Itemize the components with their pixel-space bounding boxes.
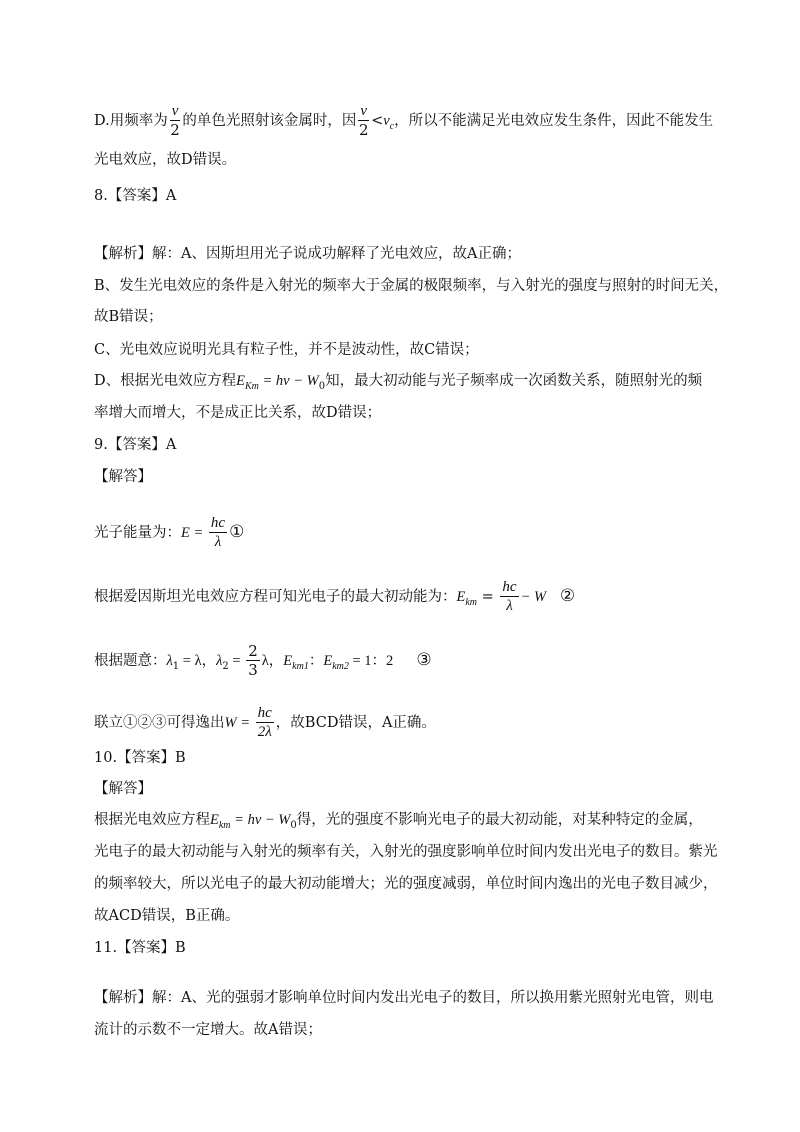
q8-option-b-line2: 故B错误； <box>94 309 163 325</box>
q9-equation-4: 联立①②③可得逸出W = $\frac{hc}{2\lambda}$ ，故BCD错误，A正确。 <box>94 705 436 740</box>
q8-option-b-line1: B、发生光电效应的条件是入射光的频率大于金属的极限频率，与入射光的强度与照射的时间无关， <box>94 278 729 294</box>
q9-equation-2: 根据爱因斯坦光电效应方程可知光电子的最大初动能为：$E_{km}$ = $\frac{hc}{\lambda}$ − W ② <box>94 579 576 614</box>
q7-fraction-v-over-2-b: $\frac{v}{2}$ <box>358 103 369 139</box>
q8-option-a: 【解析】解：A、因斯坦用光子说成功解释了光电效应，故A正确； <box>94 246 521 262</box>
q7-d-pre: D.用频率为 <box>94 113 168 129</box>
q9-equation-3: 根据题意：$\lambda_1 = \lambda$，$\lambda_2$ = $\frac{2}{3}$ λ，$E_{km1}$：$E_{km2} = 1$：2 ③ <box>94 642 432 679</box>
q7-fraction-v-over-2: $\frac{v}{2}$ <box>170 103 180 139</box>
q9-equation-1: 光子能量为：E = $\frac{hc}{\lambda}$ ① <box>94 515 245 550</box>
q7-option-d: D.用频率为 $\frac{v}{2}$ 的单色光照射该金属时，因 $\frac{v}{2}$ $<v_c$，所以不能满足光电效应发生条件，因此不能发生 <box>94 103 714 139</box>
q8-option-d-line2: 率增大而增大，不是成正比关系，故D错误； <box>94 405 382 421</box>
q9-fraction-hc-over-lambda: $\frac{hc}{\lambda}$ <box>210 515 226 550</box>
q8-option-d-line1: D、根据光电效应方程$E_{Km} = h\nu - W_0$知，最大初动能与光子频率成一次函数关系，随照射光的频 <box>94 373 703 392</box>
q11-line2: 流计的示数不一定增大。故A错误； <box>94 1022 322 1038</box>
q9-jieda: 【解答】 <box>94 469 152 485</box>
q10-header: 10.【答案】B <box>94 750 186 766</box>
q11-line1: 【解析】解：A、光的强弱才影响单位时间内发出光电子的数目，所以换用紫光照射光电管，则电 <box>94 990 714 1006</box>
q7-d-post: ，所以不能满足光电效应发生条件，因此不能发生 <box>394 113 714 129</box>
q8-option-c: C、光电效应说明光具有粒子性，并不是波动性，故C错误； <box>94 342 479 358</box>
q7-d-mid: 的单色光照射该金属时，因 <box>182 113 357 129</box>
q10-line4: 故ACD错误，B正确。 <box>94 908 240 924</box>
q10-line2: 光电子的最大初动能与入射光的频率有关，入射光的强度影响单位时间内发出光电子的数目。紫光 <box>94 844 718 860</box>
q10-line3: 的频率较大，所以光电子的最大初动能增大；光的强度减弱，单位时间内逸出的光电子数目减少， <box>94 876 718 892</box>
q11-header: 11.【答案】B <box>94 940 186 956</box>
q10-jieda: 【解答】 <box>94 781 152 797</box>
q9-header: 9.【答案】A <box>94 437 177 453</box>
q10-line1: 根据光电效应方程$E_{km} = h\nu - W_0$得，光的强度不影响光电子的最大初动能，对某种特定的金属， <box>94 812 703 831</box>
q7-line2: 光电效应，故D错误。 <box>94 152 237 168</box>
q8-header: 8.【答案】A <box>94 188 177 204</box>
